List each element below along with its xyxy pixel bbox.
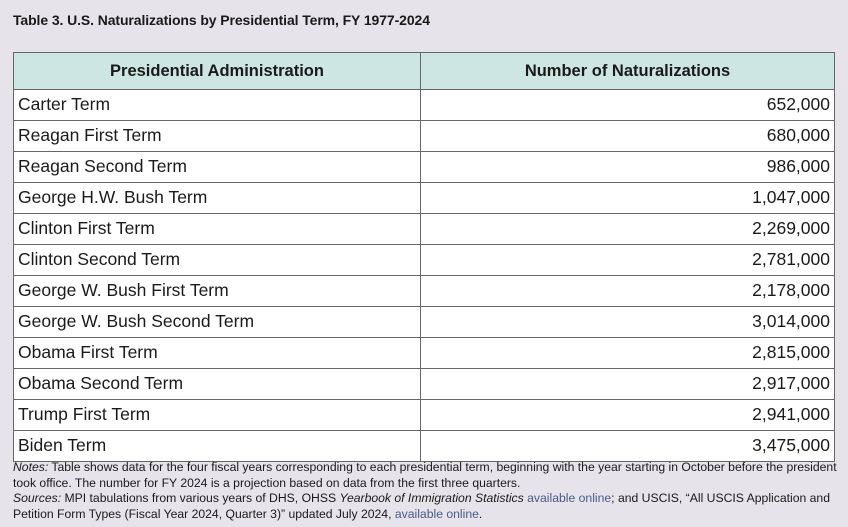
table-row <box>14 183 835 214</box>
administration-cell: Trump First Term <box>14 400 421 431</box>
table-row <box>14 121 835 152</box>
table-row <box>14 245 835 276</box>
naturalizations-cell: 2,917,000 <box>421 369 835 400</box>
naturalizations-cell: 2,781,000 <box>421 245 835 276</box>
sources-text-1: MPI tabulations from various years of DHS, OHSS <box>61 491 340 505</box>
notes-paragraph <box>13 460 839 491</box>
table-header-row <box>14 53 835 90</box>
available-online-link-2[interactable]: available online <box>394 506 479 521</box>
table-title: Table 3. U.S. Naturalizations by Presidential Term, FY 1977-2024 <box>13 12 430 28</box>
column-header-naturalizations: Number of Naturalizations <box>421 53 835 90</box>
administration-cell: Carter Term <box>14 90 421 121</box>
naturalizations-cell: 986,000 <box>421 152 835 183</box>
publication-title: Yearbook of Immigration Statistics <box>339 491 524 505</box>
table-row <box>14 369 835 400</box>
administration-cell: Reagan First Term <box>14 121 421 152</box>
sources-end: . <box>478 506 483 521</box>
naturalizations-cell: 2,941,000 <box>421 400 835 431</box>
administration-cell: Reagan Second Term <box>14 152 421 183</box>
notes-text: Table shows data for the four fiscal years corresponding to each presidential term, beginning with the year starting in October before the president took office. The number for FY 2024 is a projection based on data from the first three quarters. <box>13 460 837 490</box>
administration-cell: Biden Term <box>14 431 421 462</box>
table-footnotes <box>13 460 839 522</box>
table-row <box>14 152 835 183</box>
sources-paragraph <box>13 491 839 522</box>
sources-text-2: ; and USCIS, “All USCIS Application and Petition Form Types (Fiscal Year 2024, Quarter 3)” updated July 2024, <box>13 491 830 521</box>
administration-cell: George W. Bush First Term <box>14 276 421 307</box>
naturalizations-cell: 2,269,000 <box>421 214 835 245</box>
naturalizations-table <box>13 52 835 462</box>
naturalizations-cell: 652,000 <box>421 90 835 121</box>
table-row <box>14 214 835 245</box>
administration-cell: George W. Bush Second Term <box>14 307 421 338</box>
naturalizations-cell: 1,047,000 <box>421 183 835 214</box>
administration-cell: Obama First Term <box>14 338 421 369</box>
sources-label: Sources: <box>13 491 62 505</box>
table-row <box>14 90 835 121</box>
table-row <box>14 431 835 462</box>
administration-cell: George H.W. Bush Term <box>14 183 421 214</box>
administration-cell: Clinton First Term <box>14 214 421 245</box>
table-row <box>14 276 835 307</box>
naturalizations-cell: 3,475,000 <box>421 431 835 462</box>
column-header-administration: Presidential Administration <box>14 53 421 90</box>
table-row <box>14 307 835 338</box>
naturalizations-cell: 680,000 <box>421 121 835 152</box>
available-online-link-1[interactable]: available online <box>527 491 612 505</box>
administration-cell: Clinton Second Term <box>14 245 421 276</box>
naturalizations-cell: 3,014,000 <box>421 307 835 338</box>
naturalizations-cell: 2,178,000 <box>421 276 835 307</box>
table-row <box>14 400 835 431</box>
naturalizations-cell: 2,815,000 <box>421 338 835 369</box>
notes-label: Notes: <box>13 460 49 474</box>
administration-cell: Obama Second Term <box>14 369 421 400</box>
table-row <box>14 338 835 369</box>
